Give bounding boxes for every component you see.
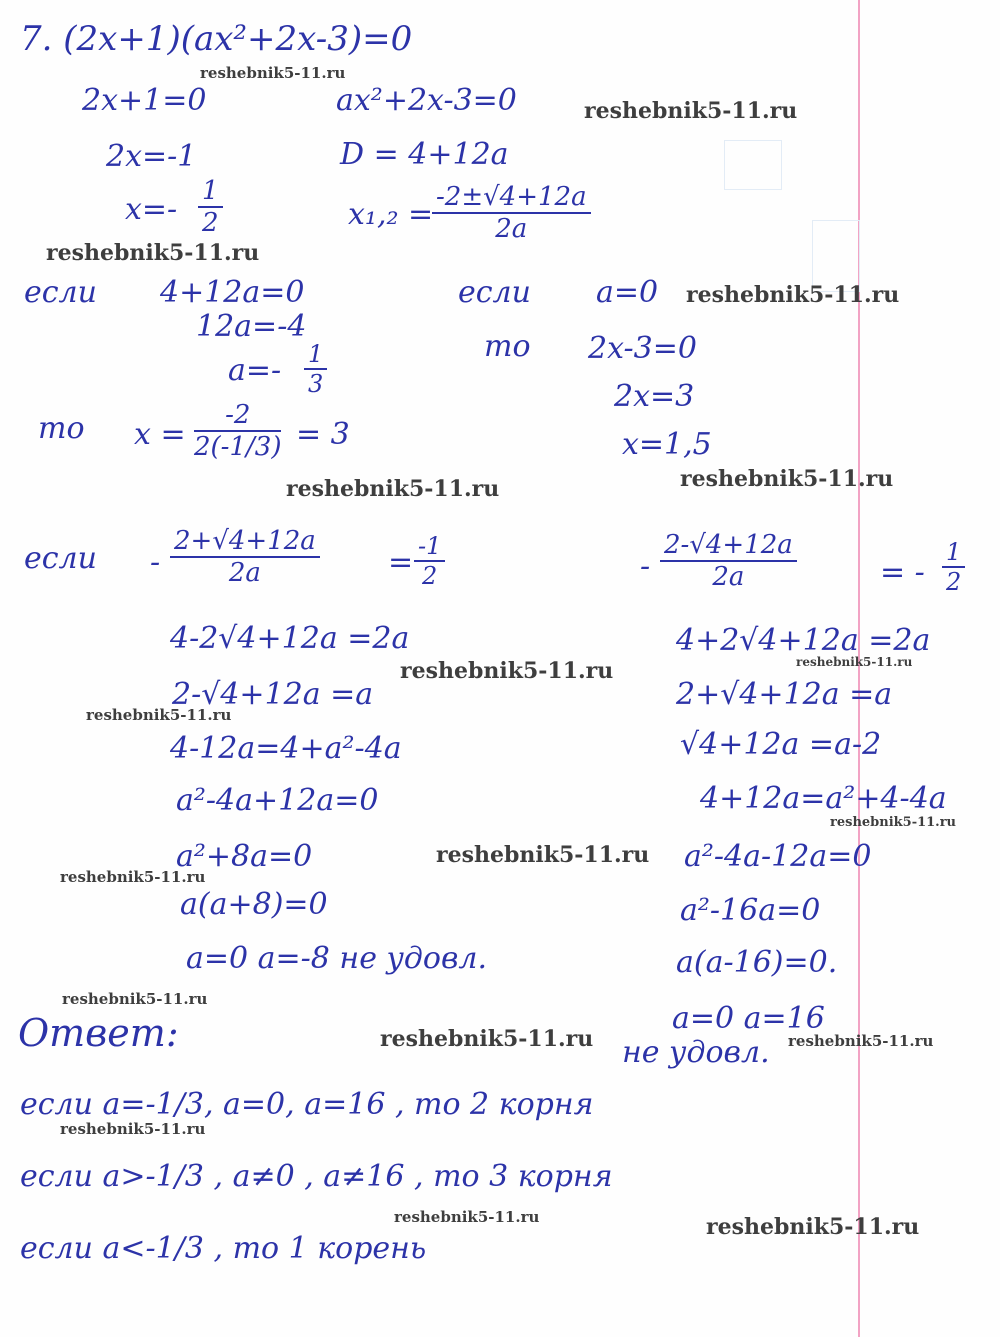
- case2-line-4: x=1,5: [622, 427, 712, 462]
- fraction-numerator: 2+√4+12a: [170, 528, 320, 558]
- watermark: reshebnik5-11.ru: [286, 476, 500, 502]
- left-line-2: 2x=-1: [106, 139, 197, 174]
- watermark: reshebnik5-11.ru: [686, 282, 900, 308]
- case4-line-1: 4+2√4+12a =2a: [676, 623, 931, 658]
- watermark: reshebnik5-11.ru: [400, 658, 614, 684]
- case4-line-2: 2+√4+12a =a: [676, 677, 893, 712]
- fraction-numerator: -2: [194, 402, 281, 432]
- task-equation: 7. (2x+1)(ax²+2x-3)=0: [20, 19, 413, 59]
- watermark: reshebnik5-11.ru: [46, 240, 260, 266]
- answer-row-2: если a>-1/3 , a≠0 , a≠16 , то 3 корня: [20, 1159, 613, 1194]
- watermark: reshebnik5-11.ru: [706, 1214, 920, 1240]
- case1-line-1: 4+12a=0: [160, 275, 305, 310]
- fraction-denominator: 2: [422, 562, 438, 590]
- case1-line-2: 12a=-4: [196, 309, 307, 344]
- watermark: reshebnik5-11.ru: [60, 1120, 206, 1138]
- left-line-1: 2x+1=0: [82, 83, 207, 118]
- watermark: reshebnik5-11.ru: [830, 815, 957, 830]
- case3-if: если: [24, 541, 97, 576]
- case3-eq-prefix: -: [150, 545, 161, 580]
- case4-eq-fraction: [660, 532, 797, 590]
- fraction-numerator: 1: [942, 540, 965, 568]
- case3-eq-rhs-fraction: [414, 534, 445, 588]
- case3-eq-fraction: [170, 528, 320, 586]
- fraction-numerator: 1: [198, 178, 223, 208]
- grid-trace: [724, 140, 782, 190]
- watermark: reshebnik5-11.ru: [788, 1032, 934, 1050]
- case1-line-4-fraction: [194, 402, 281, 460]
- case1-if: если: [24, 275, 97, 310]
- case4-line-8: a=0 a=16: [672, 1001, 825, 1036]
- answer-title: Ответ:: [18, 1011, 179, 1055]
- case1-line-4-suffix: = 3: [296, 417, 350, 452]
- fraction-denominator: 2: [202, 208, 219, 238]
- case2-line-3: 2x=3: [614, 379, 695, 414]
- left-line-3-prefix: x=-: [125, 192, 178, 227]
- fraction-denominator: 2a: [712, 562, 745, 592]
- watermark: reshebnik5-11.ru: [436, 842, 650, 868]
- case3-line-5: a²+8a=0: [176, 839, 313, 874]
- fraction-denominator: 2: [946, 568, 962, 596]
- watermark: reshebnik5-11.ru: [584, 98, 798, 124]
- watermark: reshebnik5-11.ru: [200, 64, 346, 82]
- case4-eq-prefix: -: [640, 549, 651, 584]
- fraction-denominator: 3: [308, 370, 324, 398]
- right-line-1: ax²+2x-3=0: [336, 83, 517, 118]
- case1-line-4-prefix: x =: [134, 417, 186, 452]
- case2-line-1: a=0: [596, 275, 659, 310]
- case2-if: если: [458, 275, 531, 310]
- case4-line-5: a²-4a-12a=0: [684, 839, 872, 874]
- right-line-3-prefix: x₁,₂ =: [348, 197, 434, 232]
- case4-line-6: a²-16a=0: [680, 893, 821, 928]
- watermark: reshebnik5-11.ru: [62, 990, 208, 1008]
- fraction-numerator: -2±√4+12a: [432, 184, 591, 214]
- case2-line-2: 2x-3=0: [588, 331, 697, 366]
- watermark: reshebnik5-11.ru: [394, 1208, 540, 1226]
- case1-then: то: [38, 411, 85, 446]
- fraction-denominator: 2(-1/3): [194, 432, 282, 462]
- case3-line-7: a=0 a=-8 не удовл.: [186, 941, 488, 976]
- case1-line-3-fraction: [304, 342, 327, 396]
- root-formula-fraction: [432, 184, 591, 242]
- fraction-denominator: 2a: [228, 558, 261, 588]
- case3-line-1: 4-2√4+12a =2a: [170, 621, 410, 656]
- watermark: reshebnik5-11.ru: [60, 868, 206, 886]
- case3-line-2: 2-√4+12a =a: [172, 677, 374, 712]
- answer-row-3: если a<-1/3 , то 1 корень: [20, 1231, 427, 1266]
- watermark: reshebnik5-11.ru: [680, 466, 894, 492]
- right-line-2: D = 4+12a: [340, 137, 509, 172]
- case3-eq-rhs-prefix: =: [388, 545, 414, 580]
- case1-line-3-prefix: a=-: [228, 353, 282, 388]
- case3-line-6: a(a+8)=0: [180, 887, 328, 922]
- fraction-denominator: 2a: [495, 214, 528, 244]
- case4-line-9: не удовл.: [622, 1035, 770, 1070]
- watermark: reshebnik5-11.ru: [796, 655, 913, 669]
- case4-eq-rhs-prefix: = -: [880, 555, 925, 590]
- case2-then: то: [484, 329, 531, 364]
- watermark: reshebnik5-11.ru: [380, 1026, 594, 1052]
- case3-line-3: 4-12a=4+a²-4a: [170, 731, 402, 766]
- case4-line-4: 4+12a=a²+4-4a: [700, 781, 947, 816]
- fraction-numerator: 2-√4+12a: [660, 532, 797, 562]
- watermark: reshebnik5-11.ru: [86, 706, 232, 724]
- fraction-numerator: 1: [304, 342, 327, 370]
- case4-line-3: √4+12a =a-2: [680, 727, 882, 762]
- answer-row-1: если a=-1/3, a=0, a=16 , то 2 корня: [20, 1087, 594, 1122]
- case4-eq-rhs-fraction: [942, 540, 965, 594]
- left-line-3-fraction: [198, 178, 223, 236]
- fraction-numerator: -1: [414, 534, 445, 562]
- case4-line-7: a(a-16)=0.: [676, 945, 838, 980]
- case3-line-4: a²-4a+12a=0: [176, 783, 379, 818]
